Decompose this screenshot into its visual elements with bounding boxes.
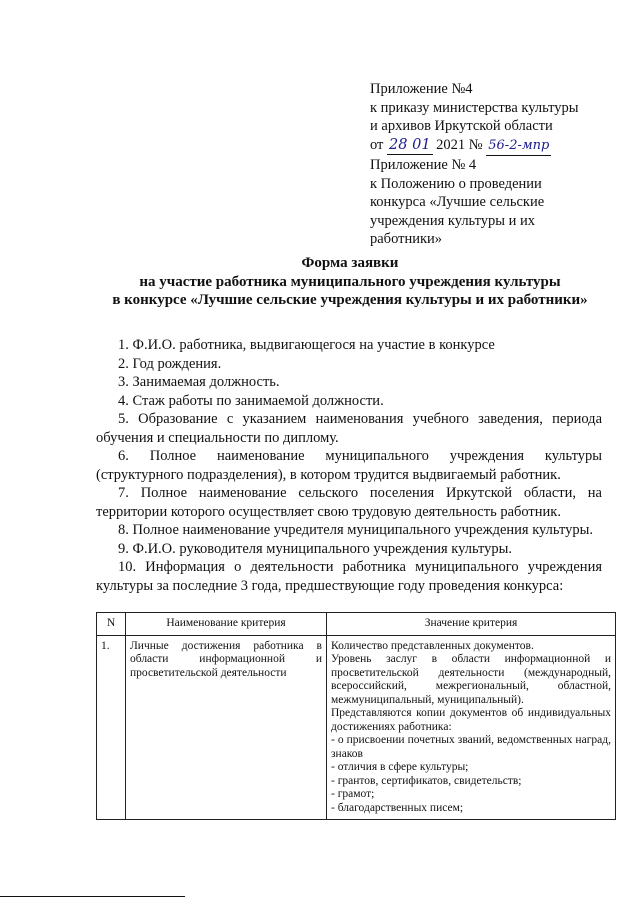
title-line: на участие работника муниципального учреждения культуры — [139, 273, 561, 290]
appendix-line: Приложение № 4 — [370, 157, 477, 173]
list-item: 7. Полное наименование сельского поселения Иркутской области, на территории которого осуществляет свою трудовую деятельность работник. — [96, 485, 602, 520]
list-item: 8. Полное наименование учредителя муниципального учреждения культуры. — [118, 522, 593, 538]
list-item: 2. Год рождения. — [118, 355, 222, 372]
application-items — [96, 336, 602, 595]
appendix-line: работники» — [370, 231, 443, 247]
appendix-line: и архивов Иркутской области — [370, 118, 553, 134]
order-prefix: от — [370, 136, 384, 153]
list-item: 1. Ф.И.О. работника, выдвигающегося на участие в конкурсе — [118, 337, 495, 353]
handwritten-order-number: 56-2-мпр — [486, 137, 551, 157]
list-item: 3. Занимаемая должность. — [118, 374, 280, 390]
criterion-value-line: Количество представленных документов. — [331, 639, 534, 652]
appendix-line: к Положению о проведении — [370, 175, 542, 192]
list-item: 5. Образование с указанием наименования учебного заведения, периода обучения и специальности по диплому. — [96, 411, 602, 446]
column-header-criterion-value: Значение критерия — [327, 613, 616, 636]
list-item: 9. Ф.И.О. руководителя муниципального учреждения культуры. — [118, 540, 513, 557]
appendix-line: учреждения культуры и их — [370, 212, 536, 229]
order-year: 2021 № — [436, 136, 483, 153]
table-row — [97, 635, 616, 820]
criterion-value-line: - отличия в сфере культуры; — [331, 761, 469, 773]
criterion-values — [327, 635, 616, 820]
appendix-line: конкурса «Лучшие сельские — [370, 194, 545, 210]
column-header-criterion-name: Наименование критерия — [126, 613, 327, 636]
criterion-value-line: - грамот; — [331, 788, 375, 800]
appendix-line: Приложение №4 — [370, 81, 473, 97]
criterion-value-line: Представляются копии документов об индивидуальных достижениях работника: — [331, 707, 611, 733]
criteria-table — [96, 612, 616, 820]
title-line: в конкурсе «Лучшие сельские учреждения культуры и их работники» — [112, 292, 588, 308]
criterion-value-line: Уровень заслуг в области информационной и просветительской деятельности (международный, всероссийский, межрегиональный, областной, межмуниципальный, муниципальный). — [331, 653, 611, 706]
column-header-number: N — [97, 613, 126, 636]
footnote-divider — [0, 896, 185, 897]
criterion-value-line: - благодарственных писем; — [331, 801, 464, 814]
appendix-header — [370, 80, 610, 249]
handwritten-date: 28 01 — [387, 136, 433, 156]
document-title — [60, 254, 640, 310]
criterion-name: Личные достижения работника в области информационной и просветительской деятельности — [126, 635, 327, 820]
row-number: 1. — [97, 635, 126, 820]
appendix-line: к приказу министерства культуры — [370, 99, 579, 116]
list-item: 10. Информация о деятельности работника муниципального учреждения культуры за последние 3 года, предшествующие году проведения конкурса: — [96, 559, 602, 594]
list-item: 6. Полное наименование муниципального учреждения культуры (структурного подразделения), в котором трудится выдвигаемый работник. — [96, 448, 602, 483]
criterion-value-line: - о присвоении почетных званий, ведомственных наград, знаков — [331, 734, 611, 760]
list-item: 4. Стаж работы по занимаемой должности. — [118, 392, 384, 409]
title-line: Форма заявки — [301, 255, 399, 271]
criterion-value-line: - грантов, сертификатов, свидетельств; — [331, 774, 522, 787]
table-header-row — [97, 613, 616, 636]
order-reference — [370, 136, 610, 157]
